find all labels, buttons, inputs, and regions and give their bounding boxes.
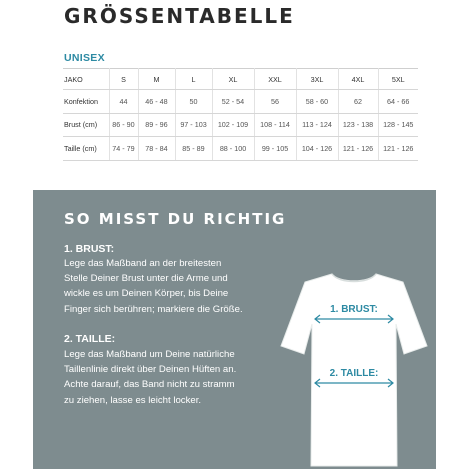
row-label: Konfektion xyxy=(63,90,109,114)
header-cell: S xyxy=(109,69,138,90)
table-cell: 78 - 84 xyxy=(138,137,175,161)
table-cell: 123 - 138 xyxy=(338,113,378,137)
table-cell: 64 - 66 xyxy=(378,90,418,114)
table-row xyxy=(63,137,418,161)
tshirt-diagram xyxy=(277,268,431,469)
table-cell: 89 - 96 xyxy=(138,113,175,137)
table-cell: 88 - 100 xyxy=(212,137,254,161)
table-cell: 86 - 90 xyxy=(109,113,138,137)
measuring-guide-panel xyxy=(33,190,436,469)
instruction-line: Lege das Maßband um Deine natürliche xyxy=(64,349,235,360)
header-cell: L xyxy=(175,69,212,90)
table-cell: 74 - 79 xyxy=(109,137,138,161)
chest-heading: 1. BRUST: xyxy=(64,243,115,255)
table-cell: 121 - 126 xyxy=(338,137,378,161)
table-cell: 97 - 103 xyxy=(175,113,212,137)
table-cell: 62 xyxy=(338,90,378,114)
instruction-line: zu ziehen, lasse es leicht locker. xyxy=(64,394,202,406)
instruction-line: wickle es um Deinen Körper, bis Deine xyxy=(64,288,229,300)
table-cell: 85 - 89 xyxy=(175,137,212,161)
table-cell: 108 - 114 xyxy=(254,113,296,137)
table-row xyxy=(63,113,418,137)
instruction-line: Stelle Deiner Brust unter die Arme und xyxy=(64,273,228,285)
header-cell: XXL xyxy=(254,69,296,90)
table-cell: 52 - 54 xyxy=(212,90,254,114)
table-cell: 99 - 105 xyxy=(254,137,296,161)
header-cell: 3XL xyxy=(296,69,338,90)
waist-diagram-label: 2. TAILLE: xyxy=(329,368,379,379)
row-label: Brust (cm) xyxy=(63,113,109,137)
table-cell: 50 xyxy=(175,90,212,114)
row-label: Taille (cm) xyxy=(63,137,109,161)
chest-instructions xyxy=(64,256,294,317)
table-cell: 58 - 60 xyxy=(296,90,338,114)
size-table xyxy=(63,68,418,161)
table-row xyxy=(63,90,418,114)
waist-heading: 2. TAILLE: xyxy=(64,333,116,345)
instruction-line: Achte darauf, das Band nicht zu stramm xyxy=(64,379,235,391)
page-title: GRÖSSENTABELLE xyxy=(64,4,295,28)
table-cell: 121 - 126 xyxy=(378,137,418,161)
waist-instructions xyxy=(64,347,294,408)
header-cell: JAKO xyxy=(63,69,109,90)
instruction-line: Finger sich berühren; markiere die Größe. xyxy=(64,303,243,315)
header-cell: 5XL xyxy=(378,69,418,90)
header-cell: XL xyxy=(212,69,254,90)
table-label: UNISEX xyxy=(64,52,105,64)
chest-diagram-label: 1. BRUST: xyxy=(330,304,378,315)
table-cell: 44 xyxy=(109,90,138,114)
instruction-line: Lege das Maßband an der breitesten xyxy=(64,258,222,269)
table-cell: 104 - 126 xyxy=(296,137,338,161)
header-cell: M xyxy=(138,69,175,90)
table-cell: 128 - 145 xyxy=(378,113,418,137)
table-cell: 46 - 48 xyxy=(138,90,175,114)
header-cell: 4XL xyxy=(338,69,378,90)
table-cell: 102 - 109 xyxy=(212,113,254,137)
table-header-row xyxy=(63,69,418,90)
table-cell: 56 xyxy=(254,90,296,114)
guide-title: SO MISST DU RICHTIG xyxy=(64,210,287,228)
table-cell: 113 - 124 xyxy=(296,113,338,137)
instruction-line: Taillenlinie direkt über Deinen Hüften an. xyxy=(64,364,237,376)
